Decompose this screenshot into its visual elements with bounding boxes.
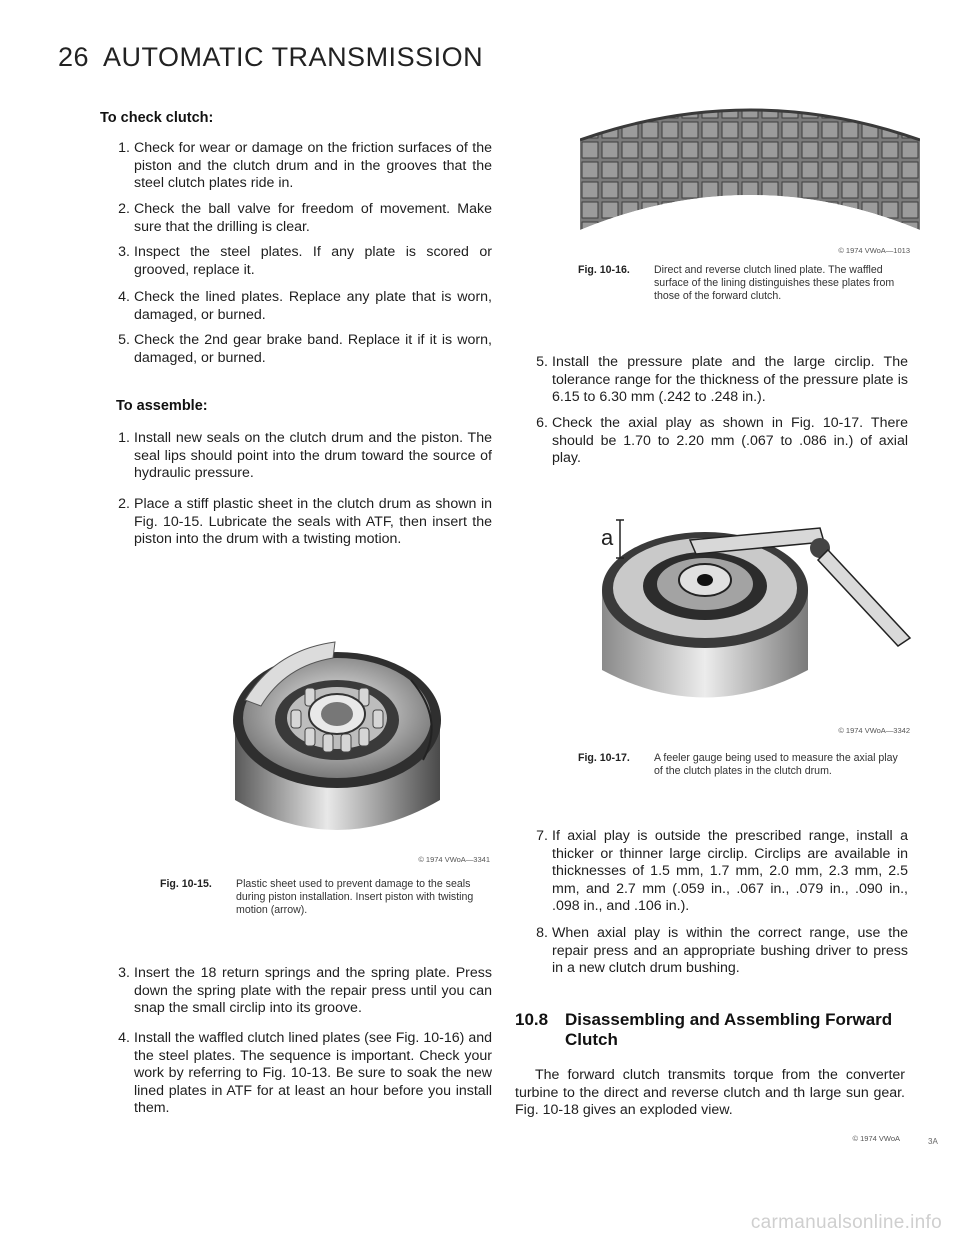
assemble-step-7: 7. If axial play is outside the prescribed range, install a thicker or thinner large circlip. Circlips are available in thicknesses of 1.5 mm, 1.7 mm, 2.0 mm, 2.3 mm, 2.5 mm, and 2.7 mm (.059 in., .067 in., .079 in., .090 in., .098 in., and .106 in.). bbox=[536, 828, 908, 914]
check-step-3: 3. Inspect the steel plates. If any plate is scored or grooved, replace it. bbox=[118, 244, 492, 278]
assemble-step-4: 4. Install the waffled clutch lined plates (see Fig. 10-16) and the steel plates. The sequence is important. Check your work by referring to Fig. 10-13. Be sure to soak the new lined plates in ATF for at least an hour before you install them. bbox=[118, 1030, 492, 1116]
fig17-label: Fig. 10-17. bbox=[578, 752, 630, 764]
fig17-caption: Fig. 10-17. A feeler gauge being used to measure the axial play of the clutch plates in the clutch drum. bbox=[578, 752, 898, 777]
assemble-step-1: 1. Install new seals on the clutch drum and the piston. The seal lips should point into the drum toward the source of hydraulic pressure. bbox=[118, 430, 492, 481]
section-10-8-paragraph: The forward clutch transmits torque from the converter turbine to the direct and reverse clutch and th large sun gear. Fig. 10-18 gives an exploded view. bbox=[515, 1067, 905, 1118]
section-credit: © 1974 VWoA bbox=[852, 1134, 900, 1143]
feeler-gauge-photo bbox=[580, 500, 925, 725]
fig16-label: Fig. 10-16. bbox=[578, 264, 630, 276]
fig15-caption: Fig. 10-15. Plastic sheet used to prevent damage to the seals during piston installation. Insert piston with twisting motion (arrow). bbox=[160, 878, 474, 916]
check-clutch-heading: To check clutch: bbox=[100, 110, 214, 126]
check-step-1: 1. Check for wear or damage on the friction surfaces of the piston and the clutch drum and in the grooves that the steel clutch plates ride in. bbox=[118, 140, 492, 191]
fig15-credit: © 1974 VWoA—3341 bbox=[418, 855, 490, 864]
running-head bbox=[58, 42, 483, 73]
clutch-drum-photo bbox=[215, 610, 460, 850]
assemble-step-5: 5. Install the pressure plate and the large circlip. The tolerance range for the thickness of the pressure plate is 6.15 to 6.30 mm (.242 to .248 in.). bbox=[536, 354, 908, 405]
check-step-2: 2. Check the ball valve for freedom of movement. Make sure that the drilling is clear. bbox=[118, 201, 492, 235]
fig17-credit: © 1974 VWoA—3342 bbox=[838, 726, 910, 735]
fig16-caption: Fig. 10-16. Direct and reverse clutch lined plate. The waffled surface of the lining distinguishes these plates from those of the forward clutch. bbox=[578, 264, 895, 302]
section-10-8-title: 10.8 Disassembling and Assembling Forward Clutch bbox=[515, 1010, 893, 1049]
assemble-step-8: 8. When axial play is within the correct range, use the repair press and an appropriate bushing driver to press in a new clutch drum bushing. bbox=[536, 925, 908, 976]
page-number: 26 bbox=[58, 42, 90, 72]
assemble-step-2: 2. Place a stiff plastic sheet in the clutch drum as shown in Fig. 10-15. Lubricate the seals with ATF, then insert the piston into the drum with a twisting motion. bbox=[118, 496, 492, 547]
chapter-title: AUTOMATIC TRANSMISSION bbox=[103, 42, 484, 72]
fig15-label: Fig. 10-15. bbox=[160, 878, 212, 890]
assemble-step-3: 3. Insert the 18 return springs and the spring plate. Press down the spring plate with the repair press until you can snap the small circlip into its groove. bbox=[118, 965, 492, 1016]
fig16-credit: © 1974 VWoA—1013 bbox=[838, 246, 910, 255]
assemble-step-6: 6. Check the axial play as shown in Fig. 10-17. There should be 1.70 to 2.20 mm (.067 to .086 in.) of axial play. bbox=[536, 415, 908, 466]
margin-mark: 3A bbox=[928, 1137, 938, 1146]
check-step-5: 5. Check the 2nd gear brake band. Replace it if it is worn, damaged, or burned. bbox=[118, 332, 492, 366]
lined-plate-photo bbox=[580, 100, 920, 245]
section-number: 10.8 bbox=[515, 1010, 549, 1029]
check-step-4: 4. Check the lined plates. Replace any plate that is worn, damaged, or burned. bbox=[118, 289, 492, 323]
assemble-heading: To assemble: bbox=[116, 398, 208, 414]
watermark: carmanualsonline.info bbox=[750, 1212, 942, 1233]
fig17-callout-a: a bbox=[601, 525, 614, 550]
